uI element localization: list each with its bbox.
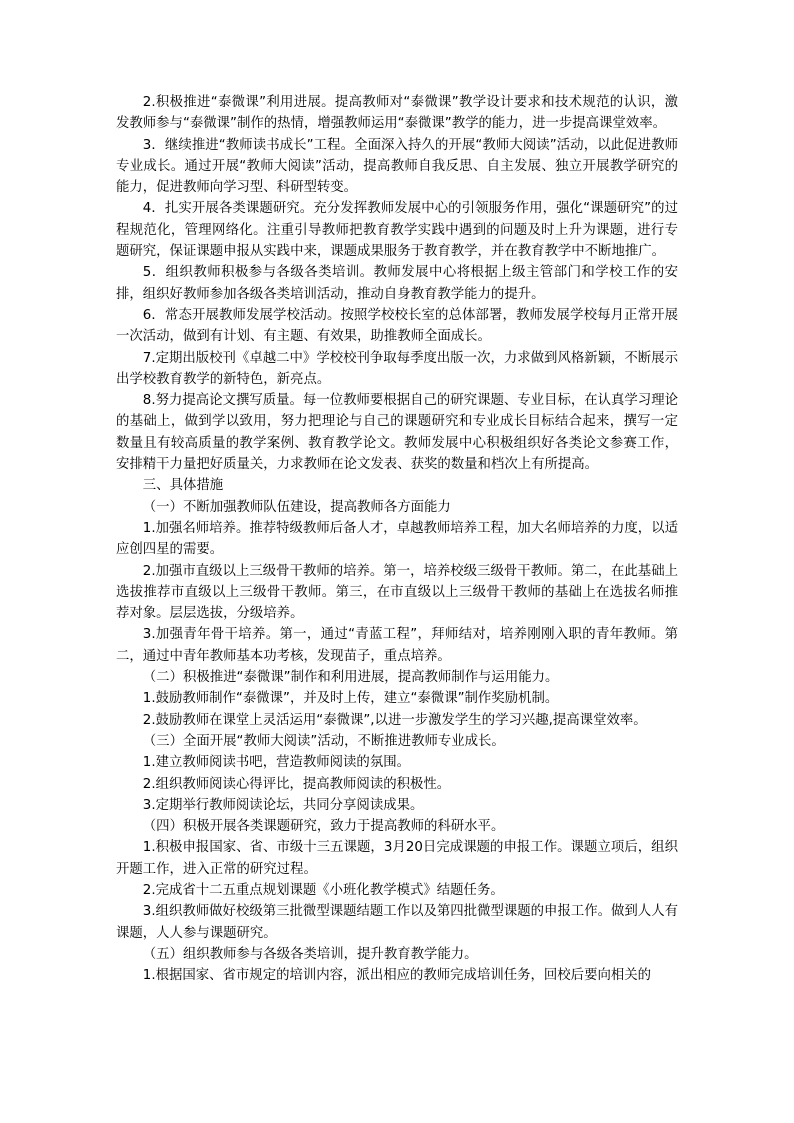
subsection-heading-5: （五）组织教师参与各级各类培训，提升教育教学能力。 xyxy=(142,946,478,962)
subsection-heading-1: （一）不断加强教师队伍建设，提高教师各方面能力 xyxy=(142,499,451,515)
paragraph-item-8: 8.努力提高论文撰写质量。每一位教师要根据自己的研究课题、专业目标，在认真学习理论的基础上，做到学以致用，努力把理论与自己的课题研究和专业成长目标结合起来，撰写一定数量且有较高质量的教学案例、教育教学论文。教师发展中心积极组织好各类论文参赛工作，安排精干力量把好质量关，力求教师在论文发表、获奖的数量和档次上有所提高。 xyxy=(116,393,678,473)
measure-item: 2.加强市直级以上三级骨干教师的培养。第一，培养校级三级骨干教师。第二，在此基础上选拔推荐市直级以上三级骨干教师。第三，在市直级以上三级骨干教师的基础上在选拔名师推荐对象。层层选拔，分级培养。 xyxy=(116,563,678,622)
subsection-heading-3: （三）全面开展“教师大阅读”活动，不断推进教师专业成长。 xyxy=(142,733,505,749)
measure-item: 3.定期举行教师阅读论坛，共同分享阅读成果。 xyxy=(142,797,424,813)
measure-item: 2.组织教师阅读心得评比，提高教师阅读的积极性。 xyxy=(142,776,451,792)
section-heading: 三、具体措施 xyxy=(142,478,224,494)
paragraph-item-4: 4．扎实开展各类课题研究。充分发挥教师发展中心的引领服务作用，强化“课题研究”的过程规范化，管理网络化。注重引导教师把教育教学实践中遇到的问题及时上升为课题，进行专题研究，保证课题申报从实践中来，课题成果服务于教育教学，并在教育教学中不断地推广。 xyxy=(116,201,678,260)
measure-item: 1.建立教师阅读书吧，营造教师阅读的氛围。 xyxy=(142,755,410,771)
paragraph-item-7: 7.定期出版校刊《卓越二中》学校校刊争取每季度出版一次，力求做到风格新颖，不断展示出学校教育教学的新特色，新亮点。 xyxy=(116,350,678,387)
document-body xyxy=(116,92,678,986)
measure-item: 2.完成省十二五重点规划课题《小班化教学模式》结题任务。 xyxy=(142,882,504,898)
measure-item: 3.组织教师做好校级第三批微型课题结题工作以及第四批微型课题的申报工作。做到人人有课题，人人参与课题研究。 xyxy=(116,904,678,941)
measure-item: 1.根据国家、省市规定的培训内容，派出相应的教师完成培训任务，回校后要向相关的 xyxy=(142,968,652,984)
measure-item: 1.鼓励教师制作“泰微课”，并及时上传，建立“泰微课”制作奖励机制。 xyxy=(142,691,559,707)
subsection-heading-4: （四）积极开展各类课题研究，致力于提高教师的科研水平。 xyxy=(142,819,505,835)
measure-item: 3.加强青年骨干培养。第一，通过“青蓝工程”，拜师结对，培养刚刚入职的青年教师。第二，通过中青年教师基本功考核，发现苗子，重点培养。 xyxy=(116,627,678,664)
paragraph-item-6: 6．常态开展教师发展学校活动。按照学校校长室的总体部署，教师发展学校每月正常开展一次活动，做到有计划、有主题、有效果，助推教师全面成长。 xyxy=(116,307,678,345)
measure-item: 1.积极申报国家、省、市级十三五课题，3月20日完成课题的申报工作。课题立项后，组织开题工作，进入正常的研究过程。 xyxy=(116,840,678,877)
paragraph-item-5: 5．组织教师积极参与各级各类培训。教师发展中心将根据上级主管部门和学校工作的安排，组织好教师参加各级各类培训活动，推动自身教育教学能力的提升。 xyxy=(116,265,678,302)
measure-item: 1.加强名师培养。推荐特级教师后备人才，卓越教师培养工程，加大名师培养的力度，以适应创四星的需要。 xyxy=(116,520,678,558)
paragraph-item-3: 3．继续推进“教师读书成长”工程。全面深入持久的开展“教师大阅读”活动，以此促进教师专业成长。通过开展“教师大阅读”活动，提高教师自我反思、自主发展、独立开展教学研究的能力，促进教师向学习型、科研型转变。 xyxy=(116,137,678,196)
measure-item: 2.鼓励教师在课堂上灵活运用“泰微课”,以进一步激发学生的学习兴趣,提高课堂效率。 xyxy=(142,712,647,728)
paragraph-item-2: 2.积极推进“泰微课”利用进展。提高教师对“泰微课”教学设计要求和技术规范的认识，激发教师参与“泰微课”制作的热情，增强教师运用“泰微课”教学的能力，进一步提高课堂效率。 xyxy=(116,95,678,132)
subsection-heading-2: （二）积极推进“泰微课”制作和利用进展，提高教师制作与运用能力。 xyxy=(142,670,559,686)
